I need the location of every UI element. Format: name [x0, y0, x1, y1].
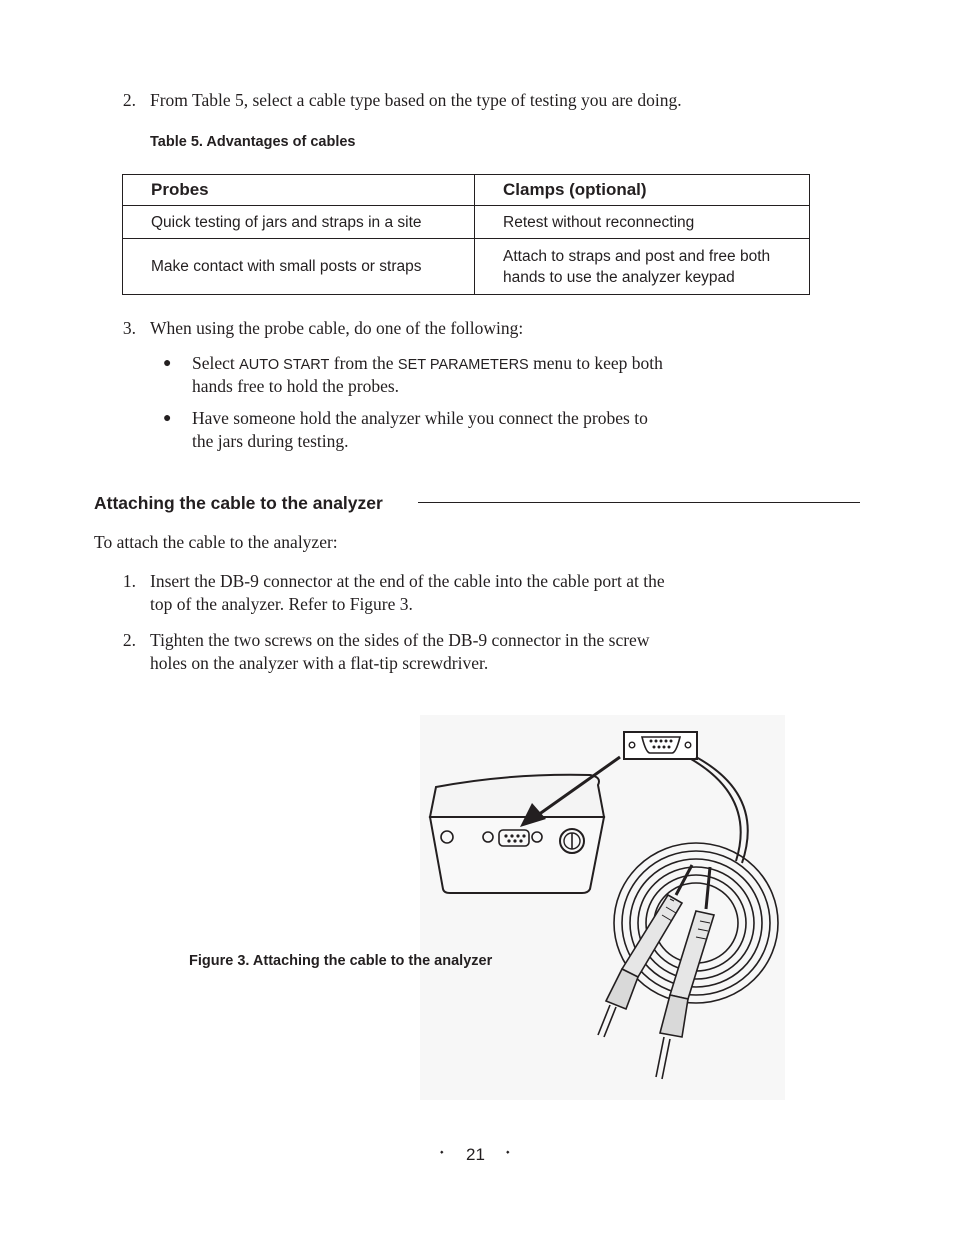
menu-term-auto-start: AUTO START — [239, 357, 330, 373]
bullet-item — [0, 352, 954, 400]
page-footer — [0, 1145, 954, 1169]
ornament-icon: ⬩ — [440, 1147, 444, 1158]
section-step-1 — [0, 570, 954, 618]
figure-caption: Figure 3. Attaching the cable to the analyzer — [189, 953, 493, 969]
bullet-icon: ● — [163, 411, 172, 426]
bullet-icon: ● — [163, 356, 172, 371]
step-text: From Table 5, select a cable type based on the type of testing you are doing. — [150, 90, 682, 110]
page-number: 21 — [466, 1145, 485, 1164]
bullet-line: Have someone hold the analyzer while you connect the probes to — [192, 408, 648, 428]
table-caption: Table 5. Advantages of cables — [150, 134, 356, 150]
bullet-line: hands free to hold the probes. — [192, 376, 400, 396]
table-cell: Make contact with small posts or straps — [123, 239, 475, 295]
analyzer-cable-illustration — [420, 715, 785, 1100]
bullet-item — [0, 407, 954, 455]
section-heading: Attaching the cable to the analyzer — [94, 493, 383, 513]
step-3 — [0, 317, 954, 341]
bullet-line: the jars during testing. — [192, 431, 349, 451]
menu-term-set-parameters: SET PARAMETERS — [397, 357, 529, 373]
advantages-table — [122, 174, 810, 295]
db9-connector — [624, 732, 697, 759]
step-number: 1. — [122, 571, 136, 591]
step-2 — [0, 89, 954, 113]
step-line: Insert the DB-9 connector at the end of the cable into the cable port at the — [150, 571, 665, 591]
table-cell: Retest without reconnecting — [475, 206, 810, 239]
table-header-row — [123, 175, 810, 206]
step-line: top of the analyzer. Refer to Figure 3. — [150, 594, 413, 614]
step-number: 2. — [122, 90, 136, 110]
section-intro: To attach the cable to the analyzer: — [94, 532, 338, 552]
heading-rule — [418, 502, 860, 503]
ornament-icon: ⬩ — [506, 1147, 510, 1158]
column-header-clamps: Clamps (optional) — [475, 175, 810, 206]
section-step-2 — [0, 629, 954, 677]
step-text: When using the probe cable, do one of the following: — [150, 318, 524, 338]
table-cell: Quick testing of jars and straps in a site — [123, 206, 475, 239]
table-row — [123, 239, 810, 295]
table-cell: Attach to straps and post and free both hands to use the analyzer keypad — [475, 239, 810, 295]
step-number: 3. — [122, 318, 136, 338]
table-row — [123, 206, 810, 239]
step-number: 2. — [122, 630, 136, 650]
analyzer-device — [430, 775, 604, 893]
bullet-line: Select AUTO START from the SET PARAMETERS menu to keep both — [192, 353, 663, 373]
column-header-probes: Probes — [123, 175, 475, 206]
step-line: holes on the analyzer with a flat-tip screwdriver. — [150, 653, 489, 673]
step-line: Tighten the two screws on the sides of the DB-9 connector in the screw — [150, 630, 650, 650]
